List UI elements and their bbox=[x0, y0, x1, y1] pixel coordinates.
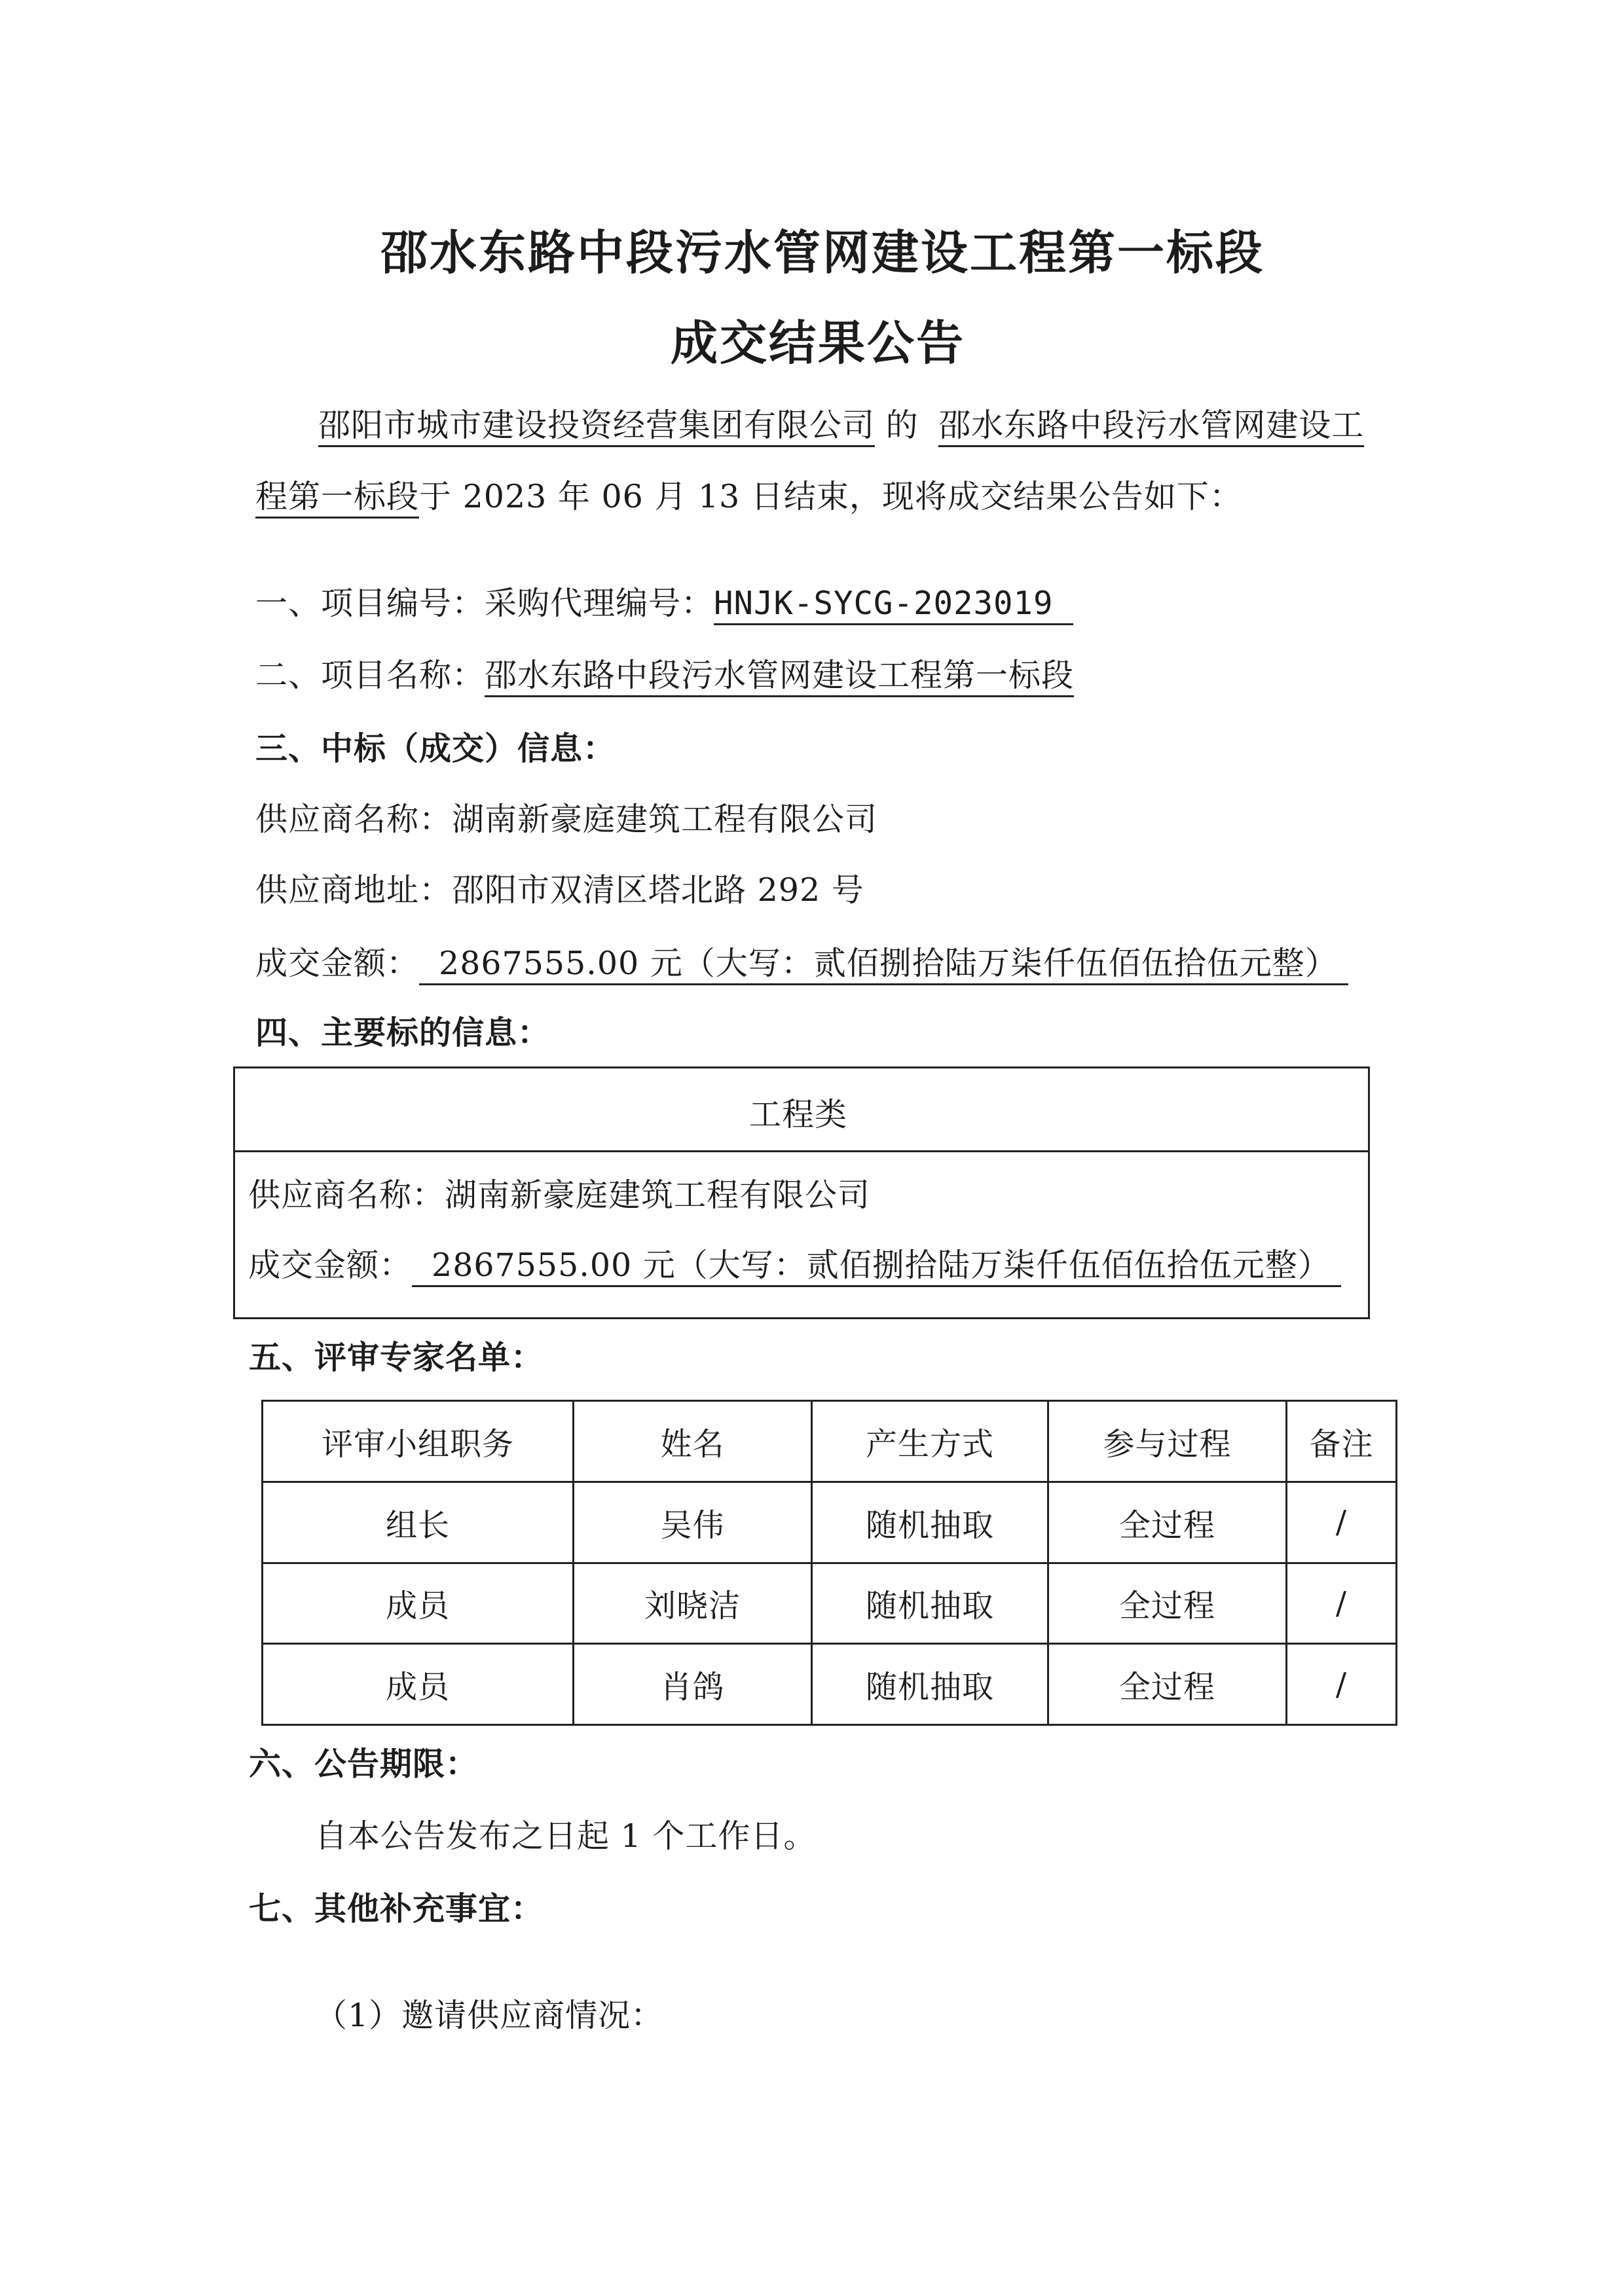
intro-project-part1: 邵水东路中段污水管网建设工 bbox=[938, 407, 1364, 447]
main-subject-box bbox=[233, 1066, 1370, 1319]
announcement-period-text: 自本公告发布之日起 1 个工作日。 bbox=[315, 1817, 817, 1855]
main-subject-category: 工程类 bbox=[749, 1096, 848, 1133]
cell-method: 随机抽取 bbox=[812, 1563, 1048, 1644]
table-row bbox=[263, 1482, 1397, 1563]
intro-of: 的 bbox=[885, 407, 919, 444]
table-row bbox=[263, 1563, 1397, 1644]
document-title-line1: 邵水东路中段污水管网建设工程第一标段 bbox=[380, 225, 1265, 280]
cell-role: 成员 bbox=[263, 1644, 574, 1725]
cell-process: 全过程 bbox=[1048, 1563, 1287, 1644]
cell-name: 肖鸽 bbox=[574, 1644, 812, 1725]
box-supplier-value: 湖南新豪庭建筑工程有限公司 bbox=[445, 1176, 871, 1214]
intro-project-part2: 程第一标段 bbox=[255, 478, 419, 519]
document-title-line2: 成交结果公告 bbox=[671, 316, 966, 371]
agency-number-value: HNJK-SYCG-2023019 bbox=[714, 585, 1073, 625]
box-amount-line bbox=[248, 1240, 1341, 1286]
section3-label: 三、中标（成交）信息： bbox=[255, 730, 616, 767]
main-subject-header bbox=[235, 1068, 1368, 1152]
intro-line1 bbox=[318, 400, 1364, 446]
section-project-name bbox=[255, 650, 1074, 696]
cell-method: 随机抽取 bbox=[812, 1482, 1048, 1563]
cell-remark: / bbox=[1287, 1644, 1397, 1725]
section1-label: 一、项目编号： bbox=[255, 585, 485, 622]
intro-rest: 于 2023 年 06 月 13 日结束，现将成交结果公告如下： bbox=[419, 478, 1242, 515]
box-supplier-label: 供应商名称： bbox=[248, 1176, 445, 1214]
cell-role: 成员 bbox=[263, 1563, 574, 1644]
cell-role: 组长 bbox=[263, 1482, 574, 1563]
supplier-address-value: 邵阳市双清区塔北路 292 号 bbox=[452, 871, 864, 909]
expert-table bbox=[261, 1400, 1397, 1726]
cell-process: 全过程 bbox=[1048, 1482, 1287, 1563]
box-amount-label: 成交金额： bbox=[248, 1247, 413, 1284]
section5-label: 五、评审专家名单： bbox=[249, 1339, 544, 1376]
table-row bbox=[263, 1644, 1397, 1725]
cell-method: 随机抽取 bbox=[812, 1644, 1048, 1725]
cell-remark: / bbox=[1287, 1482, 1397, 1563]
cell-remark: / bbox=[1287, 1563, 1397, 1644]
project-name-value: 邵水东路中段污水管网建设工程第一标段 bbox=[485, 657, 1074, 697]
header-remark: 备注 bbox=[1287, 1401, 1397, 1482]
section2-label: 二、项目名称： bbox=[255, 657, 485, 694]
header-process: 参与过程 bbox=[1048, 1401, 1287, 1482]
intro-line2 bbox=[255, 471, 1242, 517]
supplier-name-value: 湖南新豪庭建筑工程有限公司 bbox=[452, 801, 878, 838]
box-supplier-line bbox=[248, 1170, 870, 1216]
header-role: 评审小组职务 bbox=[263, 1401, 574, 1482]
section-project-number bbox=[255, 578, 1073, 624]
supplier-address-line bbox=[255, 865, 864, 911]
section4-label: 四、主要标的信息： bbox=[255, 1014, 551, 1051]
supplier-address-label: 供应商地址： bbox=[255, 871, 452, 909]
box-amount-value: 2867555.00 元（大写：贰佰捌拾陆万柒仟伍佰伍拾伍元整） bbox=[412, 1247, 1341, 1287]
cell-process: 全过程 bbox=[1048, 1644, 1287, 1725]
header-method: 产生方式 bbox=[812, 1401, 1048, 1482]
deal-amount-value: 2867555.00 元（大写：贰佰捌拾陆万柒仟伍佰伍拾伍元整） bbox=[419, 945, 1348, 985]
section6-label: 六、公告期限： bbox=[249, 1745, 479, 1783]
deal-amount-line bbox=[255, 938, 1348, 984]
cell-name: 吴伟 bbox=[574, 1482, 812, 1563]
agency-number-prefix: 采购代理编号： bbox=[485, 585, 714, 622]
supplier-name-line bbox=[255, 794, 877, 840]
invited-suppliers-item: （1）邀请供应商情况： bbox=[315, 1997, 664, 2034]
supplier-name-label: 供应商名称： bbox=[255, 801, 452, 838]
section7-label: 七、其他补充事宜： bbox=[249, 1890, 544, 1927]
header-name: 姓名 bbox=[574, 1401, 812, 1482]
cell-name: 刘晓洁 bbox=[574, 1563, 812, 1644]
deal-amount-label: 成交金额： bbox=[255, 945, 420, 982]
expert-table-header bbox=[263, 1401, 1397, 1482]
purchaser-name: 邵阳市城市建设投资经营集团有限公司 bbox=[318, 407, 875, 447]
